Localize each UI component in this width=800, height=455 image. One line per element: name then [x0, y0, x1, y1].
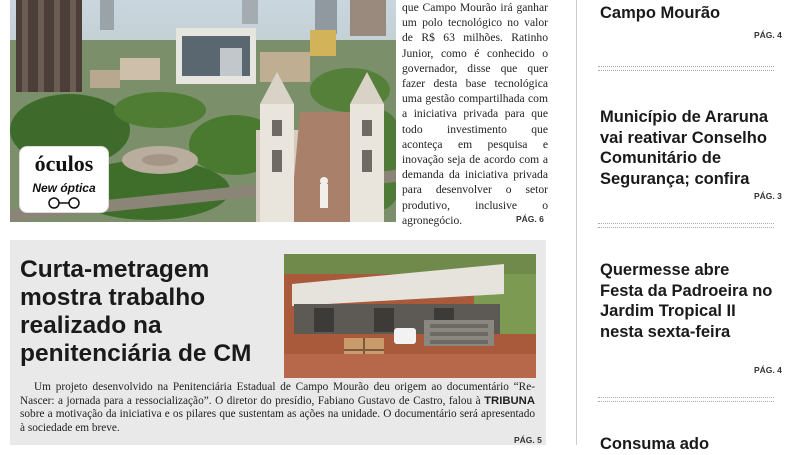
- sidebar-page-ref-3: PÁG. 4: [754, 365, 782, 375]
- top-story-page-ref: PÁG. 6: [516, 214, 544, 224]
- column-divider: [576, 0, 577, 445]
- top-story-text: [402, 0, 548, 228]
- feature-body: [20, 381, 535, 436]
- sidebar-headline-3[interactable]: Quermesse abre Festa da Padroeira no Jardim Tropical II nesta sexta-feira: [600, 261, 773, 341]
- sidebar-page-ref-2: PÁG. 3: [754, 191, 782, 201]
- optica-ad-logo: [19, 146, 109, 213]
- feature-body-text-1: Um projeto desenvolvido na Penitenciária Estadual de Campo Mourão deu origem ao documentário “Re-Nascer: a jornada para a ressocialização”. O diretor do presídio, Fabiano Gustavo de Castro, falou à: [20, 381, 535, 407]
- sidebar-headline-1[interactable]: Campo Mourão: [600, 4, 721, 22]
- penitentiary-photo: [284, 254, 536, 378]
- feature-body-text-2: sobre a motivação da iniciativa e os pilares que sustentam as ações na unidade. O documentário será apresentado à sociedade em breve.: [20, 408, 535, 435]
- sidebar-headline-2[interactable]: Município de Araruna vai reativar Conselho Comunitário de Segurança; confira: [600, 108, 769, 188]
- logo-line-oculos: óculos: [34, 151, 94, 176]
- sidebar-divider-3: [598, 397, 774, 402]
- sidebar-headline-4[interactable]: Consuma ado: [600, 435, 710, 453]
- feature-page-ref: PÁG. 5: [514, 435, 542, 445]
- sidebar-page-ref-1: PÁG. 4: [754, 30, 782, 40]
- feature-headline[interactable]: Curta-metragem mostra trabalho realizado na penitenciária de CM: [20, 256, 252, 367]
- sidebar-divider-1: [598, 66, 774, 71]
- glasses-icon: [44, 197, 84, 209]
- top-story-paragraph: que Campo Mourão irá ganhar um polo tecnológico no valor de R$ 63 milhões. Ratinho Junior, como é conhecido o governador, disse que quer fazer desta base tecnológica uma gestão compartilhada com a iniciativa privada para que todo investimento que aconteça em pesquisa e inovação seja de acordo com a demanda da iniciativa privada para desenvolver o setor produtivo, inclusive o agronegócio.: [402, 1, 548, 227]
- sidebar-divider-2: [598, 223, 774, 228]
- logo-line-new-optica: New óptica: [32, 181, 96, 195]
- feature-body-tribuna: TRIBUNA: [484, 394, 535, 407]
- penitentiary-illustration: [284, 254, 536, 378]
